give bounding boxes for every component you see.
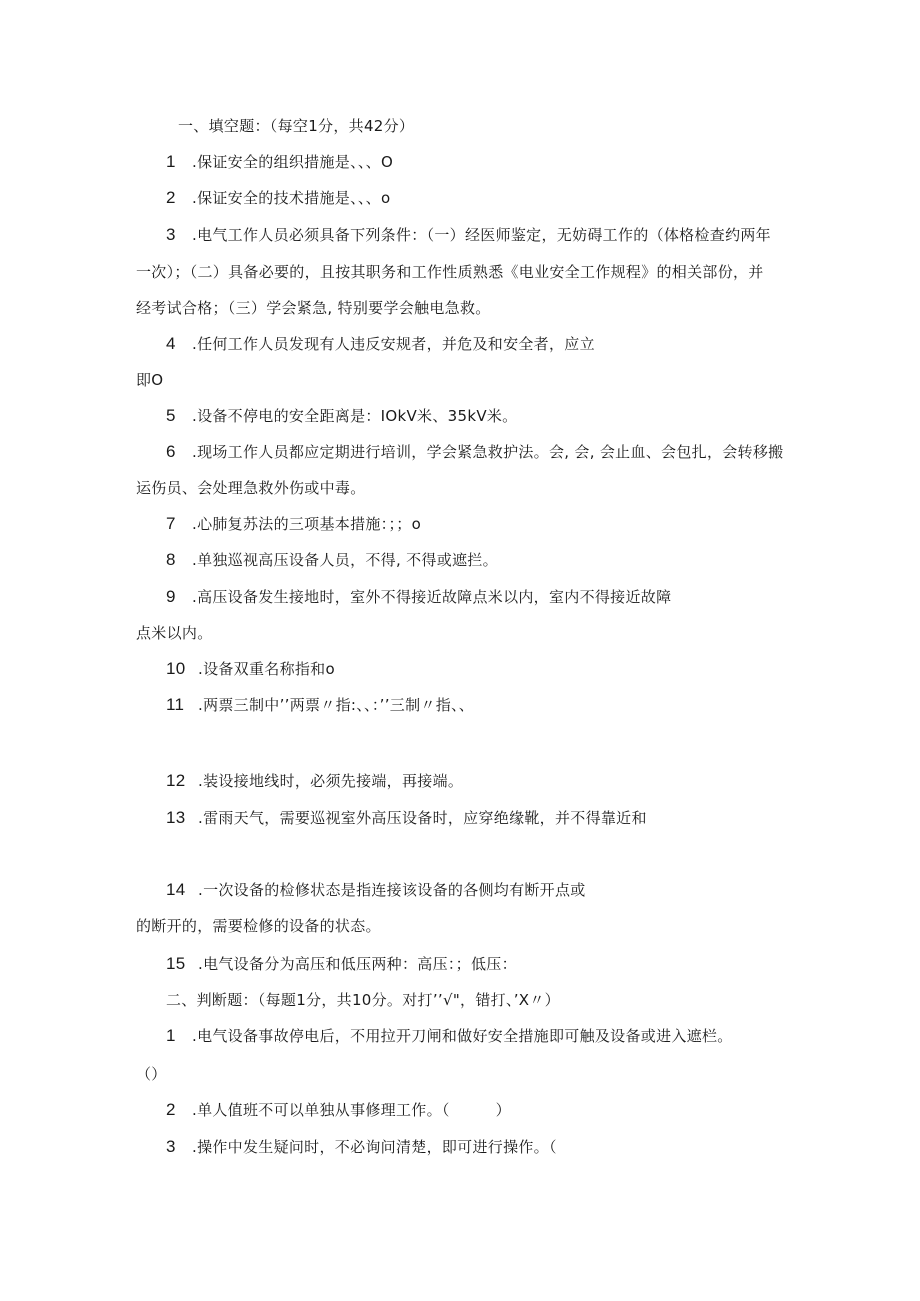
question-1-text: .保证安全的组织措施是、、、O	[192, 153, 394, 171]
question-6-number: 6	[166, 442, 176, 461]
question-15-text: .电气设备分为高压和低压两种：高压：；低压：	[198, 955, 517, 973]
question-12-line-1	[166, 771, 463, 791]
question-9-text-1: .高压设备发生接地时，室外不得接近故障点米以内，室内不得接近故障	[192, 588, 672, 606]
question-10-number: 10	[166, 659, 186, 678]
question-2-number: 2	[166, 188, 176, 207]
question-3-line-2: 一次）；（二）具备必要的，且按其职务和工作性质熟悉《电业安全工作规程》的相关部份，并	[136, 263, 764, 281]
question-15-line-1	[166, 954, 517, 974]
question-8-text: .单独巡视高压设备人员，不得, 不得或遮拦。	[192, 551, 498, 569]
question-14-line-2: 的断开的，需要检修的设备的状态。	[136, 917, 381, 935]
question-11-line-1	[166, 695, 474, 715]
judgement-3-text: .操作中发生疑问时，不必询问清楚，即可进行操作。（	[192, 1138, 557, 1156]
question-5-number: 5	[166, 406, 176, 425]
question-14-text-1: .一次设备的检修状态是指连接该设备的各侧均有断开点或	[198, 881, 586, 899]
question-14-line-1	[166, 880, 586, 900]
question-15-number: 15	[166, 954, 186, 973]
question-12-number: 12	[166, 771, 186, 790]
question-1-line-1	[166, 152, 393, 172]
question-2-text: .保证安全的技术措施是、、、o	[192, 189, 391, 207]
question-13-text: .雷雨天气，需要巡视室外高压设备时，应穿绝缘靴，并不得靠近和	[198, 809, 647, 827]
question-8-line-1	[166, 550, 498, 570]
question-13-line-1	[166, 808, 647, 828]
question-6-line-2: 运伤员、会处理急救外伤或中毒。	[136, 479, 366, 497]
section1-heading: 一、填空题：（每空1分，共42分）	[178, 117, 415, 135]
question-6-line-1	[166, 442, 783, 462]
question-3-number: 3	[166, 225, 176, 244]
judgement-2-text: .单人值班不可以单独从事修理工作。（ ）	[192, 1101, 511, 1119]
question-7-number: 7	[166, 514, 176, 533]
judgement-2-line-1	[166, 1100, 511, 1120]
question-3-line-1	[166, 225, 771, 245]
question-7-line-1	[166, 514, 421, 534]
question-9-line-1	[166, 587, 671, 607]
judgement-2-number: 2	[166, 1100, 176, 1119]
question-2-line-1	[166, 188, 390, 208]
question-10-text: .设备双重名称指和o	[198, 660, 335, 678]
judgement-3-number: 3	[166, 1137, 176, 1156]
question-5-text: .设备不停电的安全距离是：IOkV米、35kV米。	[192, 407, 518, 425]
question-1-number: 1	[166, 152, 176, 171]
question-13-number: 13	[166, 808, 186, 827]
question-12-text: .装设接地线时，必须先接端，再接端。	[198, 772, 464, 790]
question-14-number: 14	[166, 880, 186, 899]
question-11-number: 11	[166, 695, 185, 714]
question-9-number: 9	[166, 587, 176, 606]
question-3-text-1: .电气工作人员必须具备下列条件：（一）经医师鉴定，无妨碍工作的（体格检查约两年	[192, 226, 771, 244]
question-9-line-2: 点米以内。	[136, 624, 213, 642]
question-10-line-1	[166, 659, 335, 679]
section2-heading: 二、判断题：（每题1分，共10分。对打’’√"，错打、’X〃）	[166, 991, 560, 1009]
question-3-line-3: 经考试合格；（三）学会紧急, 特别要学会触电急救。	[136, 299, 491, 317]
judgement-1-answer-bracket: （）	[136, 1065, 167, 1083]
question-7-text: .心肺复苏法的三项基本措施：；；o	[192, 515, 422, 533]
question-5-line-1	[166, 406, 517, 426]
question-8-number: 8	[166, 550, 176, 569]
question-11-text: .两票三制中’’两票〃指:、、：’’三制〃指、、	[198, 696, 475, 714]
question-4-text-1: .任何工作人员发现有人违反安规者，并危及和安全者，应立	[192, 335, 595, 353]
question-4-number: 4	[166, 334, 176, 353]
question-4-line-1	[166, 334, 595, 354]
question-6-text-1: .现场工作人员都应定期进行培训，学会紧急救护法。会, 会, 会止血、会包扎，会转移搬	[192, 443, 784, 461]
judgement-1-text: .电气设备事故停电后，不用拉开刀闸和做好安全措施即可触及设备或进入遮栏。	[192, 1027, 733, 1045]
judgement-3-line-1	[166, 1137, 557, 1157]
question-4-line-2: 即O	[136, 371, 164, 389]
judgement-1-line-1	[166, 1026, 733, 1046]
judgement-1-number: 1	[166, 1026, 176, 1045]
